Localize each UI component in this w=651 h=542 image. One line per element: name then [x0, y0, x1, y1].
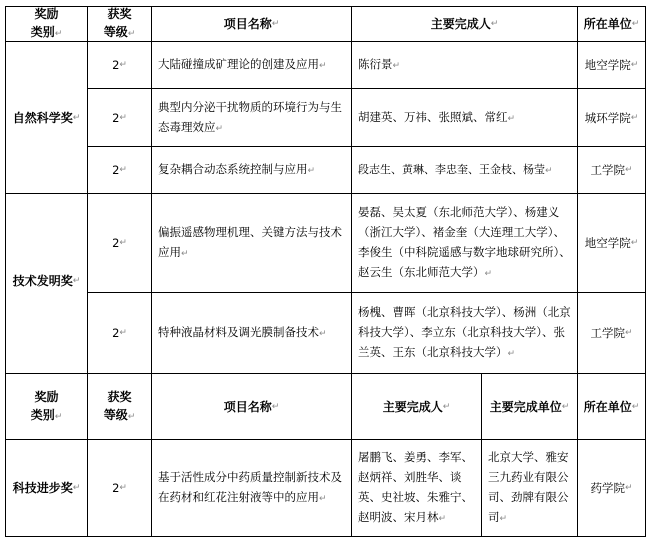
header2-level	[88, 374, 151, 439]
paragraph-mark: ↵	[215, 123, 224, 134]
paragraph-mark: ↵	[119, 60, 127, 70]
paragraph-mark: ↵	[624, 483, 633, 493]
paragraph-mark: ↵	[392, 61, 401, 71]
row4-project: 偏振遥感物理机理、关键方法与技术应用↵	[158, 225, 342, 259]
row5-project: 特种液晶材料及调光膜制备技术↵	[158, 325, 327, 339]
paragraph-mark: ↵	[307, 166, 316, 176]
paragraph-mark: ↵	[127, 411, 136, 422]
paragraph-mark: ↵	[561, 401, 570, 412]
paragraph-mark: ↵	[624, 328, 633, 338]
row1-project: 大陆碰撞成矿理论的创建及应用↵	[158, 57, 327, 71]
paragraph-mark: ↵	[54, 411, 63, 422]
header-category-line1: 奖励	[34, 7, 59, 21]
row5-unit: 工学院 ↵	[578, 293, 645, 373]
header2-level-line2: 等级↵	[103, 407, 136, 422]
header-unit: 所在单位 ↵	[578, 7, 645, 41]
row5-people: 杨槐、曹晖（北京科技大学）、杨洲（北京科技大学）、李立东（北京科技大学）、张兰英、王东（北京科技大学）↵	[358, 305, 571, 359]
header-project: 项目名称 ↵	[152, 7, 351, 41]
row6-level: 2 ↵	[88, 440, 151, 536]
header2-project: 项目名称 ↵	[152, 374, 351, 439]
paragraph-mark: ↵	[545, 165, 553, 176]
paragraph-mark: ↵	[319, 329, 327, 339]
paragraph-mark: ↵	[181, 249, 189, 259]
row2-project: 典型内分泌干扰物质的环境行为与生态毒理效应↵	[158, 99, 342, 134]
paragraph-mark: ↵	[438, 514, 447, 524]
header-level-line1: 获奖	[107, 7, 132, 21]
header2-category-line1: 奖励	[34, 389, 59, 404]
header2-category-line2: 类别↵	[30, 407, 63, 422]
paragraph-mark: ↵	[72, 483, 81, 493]
paragraph-mark: ↵	[54, 29, 63, 39]
paragraph-mark: ↵	[490, 19, 499, 29]
border-bottom	[5, 536, 646, 537]
paragraph-mark: ↵	[119, 112, 127, 123]
paragraph-mark: ↵	[484, 269, 493, 279]
paragraph-mark: ↵	[319, 494, 327, 504]
row1-unit: 地空学院 ↵	[578, 42, 645, 88]
paragraph-mark: ↵	[442, 401, 451, 412]
paragraph-mark: ↵	[127, 29, 136, 39]
paragraph-mark: ↵	[624, 165, 633, 175]
paragraph-mark: ↵	[630, 60, 639, 70]
section-tech-invention: 技术发明奖 ↵	[6, 194, 87, 373]
row6-project: 基于活性成分中药质量控制新技术及在药材和红花注射液等中的应用↵	[158, 470, 342, 504]
row1-people: 陈衍景↵	[358, 57, 401, 71]
row3-project: 复杂耦合动态系统控制与应用↵	[158, 162, 316, 176]
paragraph-mark: ↵	[507, 349, 516, 359]
header-category-line2: 类别↵	[30, 25, 63, 39]
paragraph-mark: ↵	[271, 19, 280, 29]
row6-people: 屠鹏飞、姜勇、李军、赵炳祥、刘胜华、谈英、史社坡、朱雅宁、赵明波、宋月林↵	[358, 450, 473, 524]
row3-level: 2 ↵	[88, 147, 151, 193]
header-category	[6, 7, 87, 41]
paragraph-mark: ↵	[630, 112, 639, 123]
row3-unit: 工学院 ↵	[578, 147, 645, 193]
row4-people: 晏磊、吴太夏（东北师范大学）、杨建义（浙江大学）、褚金奎（大连理工大学）、李俊生（中科院遥感与数字地球研究所）、赵云生（东北师范大学）↵	[358, 205, 571, 279]
header2-level-line1: 获奖	[107, 389, 132, 404]
paragraph-mark: ↵	[631, 19, 640, 29]
row5-level: 2 ↵	[88, 293, 151, 373]
header-people: 主要完成人 ↵	[352, 7, 577, 41]
paragraph-mark: ↵	[119, 328, 127, 338]
paragraph-mark: ↵	[72, 112, 81, 123]
paragraph-mark: ↵	[271, 401, 280, 412]
paragraph-mark: ↵	[631, 401, 640, 412]
row6-unit: 药学院 ↵	[578, 440, 645, 536]
border-right	[645, 6, 646, 537]
row4-unit: 地空学院 ↵	[578, 194, 645, 292]
header2-org: 主要完成单位 ↵	[482, 374, 577, 439]
row2-people: 胡建英、万祎、张照斌、常红↵	[358, 109, 516, 124]
paragraph-mark: ↵	[319, 61, 327, 71]
paragraph-mark: ↵	[499, 514, 508, 524]
section-natural-science: 自然科学奖 ↵	[6, 42, 87, 193]
header2-category	[6, 374, 87, 439]
paragraph-mark: ↵	[72, 276, 81, 286]
row1-level: 2 ↵	[88, 42, 151, 88]
header-level-line2: 等级↵	[103, 25, 136, 39]
row6-org: 北京大学、雅安三九药业有限公司、劲牌有限公司↵	[488, 450, 569, 524]
paragraph-mark: ↵	[507, 113, 516, 124]
paragraph-mark: ↵	[119, 165, 127, 175]
header-level	[88, 7, 151, 41]
row4-level: 2 ↵	[88, 194, 151, 292]
row2-unit: 城环学院 ↵	[578, 89, 645, 146]
paragraph-mark: ↵	[119, 483, 127, 493]
header2-unit: 所在单位 ↵	[578, 374, 645, 439]
paragraph-mark: ↵	[630, 238, 639, 248]
header2-people: 主要完成人 ↵	[352, 374, 481, 439]
row2-level: 2 ↵	[88, 89, 151, 146]
row3-people: 段志生、黄琳、李忠奎、王金枝、杨莹↵	[358, 162, 553, 176]
paragraph-mark: ↵	[119, 238, 127, 248]
section-sci-tech-progress: 科技进步奖 ↵	[6, 440, 87, 536]
